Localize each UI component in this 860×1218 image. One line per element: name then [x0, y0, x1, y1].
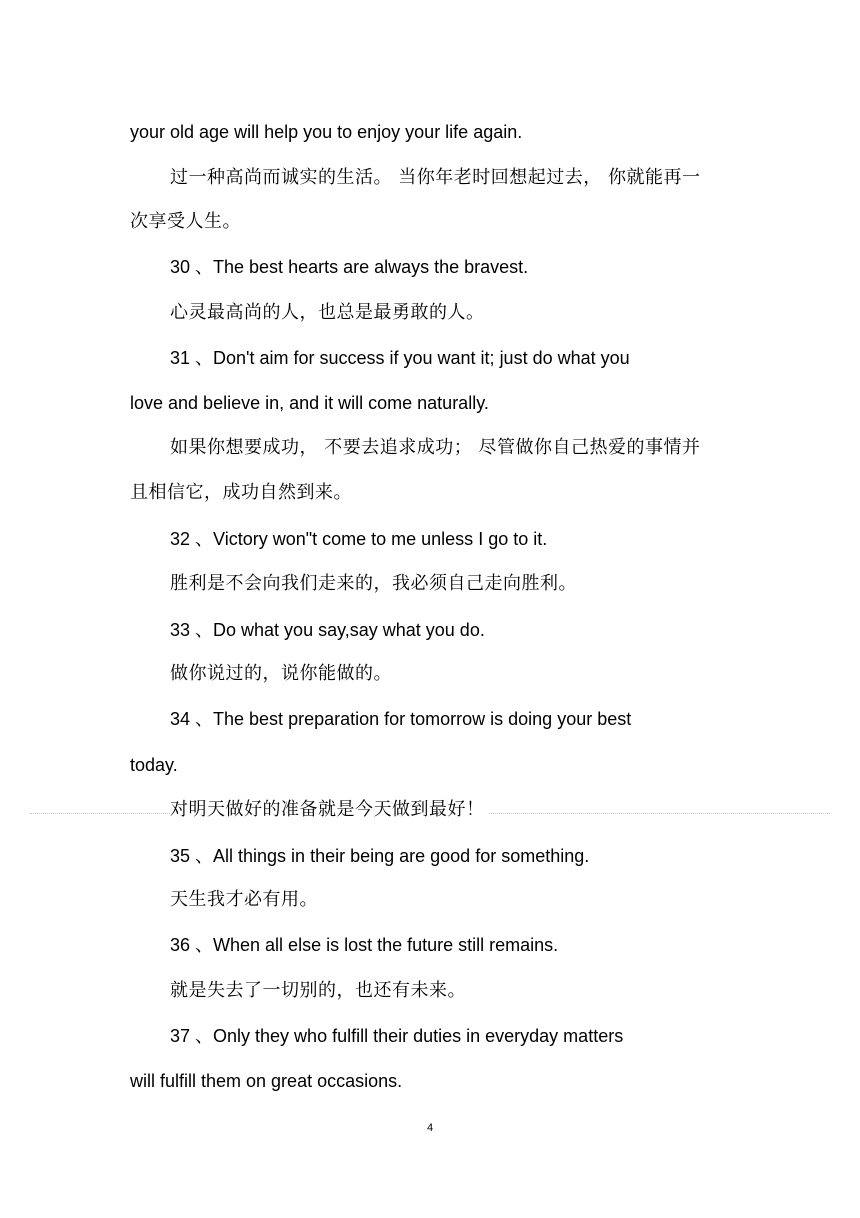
text-line: 过一种高尚而诚实的生活。 当你年老时回想起过去， 你就能再一	[170, 167, 701, 188]
text-line: 心灵最高尚的人，也总是最勇敢的人。	[170, 302, 485, 323]
text-line: 就是失去了一切别的，也还有未来。	[170, 980, 466, 1001]
text-line: 30 、The best hearts are always the bravest.	[170, 257, 529, 277]
text-line: your old age will help you to enjoy your life again.	[130, 122, 523, 142]
text-line: 且相信它，成功自然到来。	[130, 482, 352, 503]
text-line: 34 、The best preparation for tomorrow is doing your best	[170, 709, 632, 729]
text-line: 35 、All things in their being are good for something.	[170, 846, 590, 866]
text-line: 31 、Don't aim for success if you want it; just do what you	[170, 348, 630, 368]
text-line: 37 、Only they who fulfill their duties in everyday matters	[170, 1026, 624, 1046]
text-line: will fulfill them on great occasions.	[130, 1071, 403, 1091]
text-line: 对明天做好的准备就是今天做到最好！	[170, 801, 489, 819]
page-number: 4	[426, 1122, 434, 1134]
text-line: 做你说过的，说你能做的。	[170, 663, 392, 684]
text-line: 次享受人生。	[130, 211, 241, 232]
text-line: today.	[130, 755, 178, 775]
text-line: 32 、Victory won"t come to me unless I go to it.	[170, 529, 548, 549]
text-line: 天生我才必有用。	[170, 889, 318, 910]
text-line: 如果你想要成功， 不要去追求成功； 尽管做你自己热爱的事情并	[170, 437, 701, 458]
text-line: 33 、Do what you say,say what you do.	[170, 620, 485, 640]
text-line: 36 、When all else is lost the future still remains.	[170, 935, 559, 955]
text-line: 胜利是不会向我们走来的，我必须自己走向胜利。	[170, 573, 577, 594]
text-line: love and believe in, and it will come naturally.	[130, 393, 489, 413]
